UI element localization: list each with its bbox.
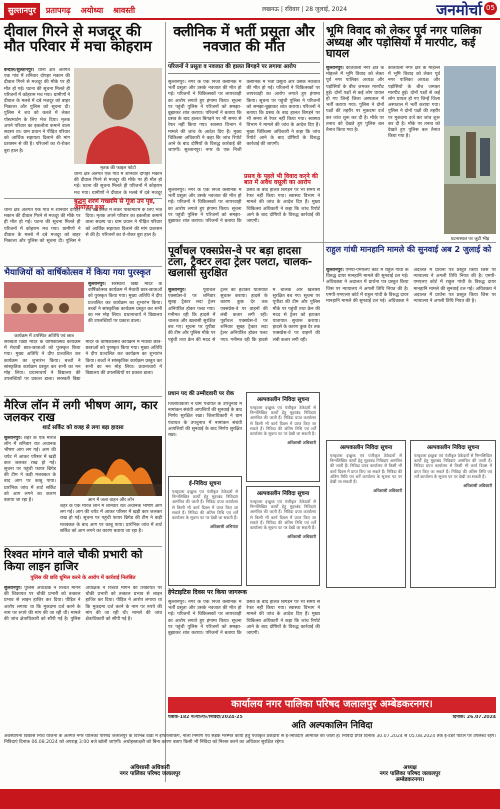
bharati-headline: भैयाजियों को वार्षिकोत्सव में किया गया पुरस्कृत xyxy=(4,268,151,278)
land-body-2: कोतवाली नगर क्षेत्र के मोहल्ले में भूमि विवाद को लेकर पूर्व नगर पालिका अध्यक्ष और पड़ोसियों के बीच जमकर मारपीट हुई। दोनों पक्षों से कई लोग घायल हो गए जिन्हें जिला अस्पताल में भर्ती कराया गया। पुलिस ने दोनों पक्षों की तहरीर पर मुकदमा दर्ज कर जांच शुरू कर दी है। मौके पर तनाव को देखते हुए पुलिस बल तैनात किया गया है। xyxy=(388,66,440,140)
fire-photo xyxy=(60,436,162,496)
tender-banner: कार्यालय नगर पालिका परिषद जलालपुर अम्बेडकरनगर। xyxy=(168,697,496,713)
pradhan-headline: प्रधान पद की उम्मीदवारी पर रोक xyxy=(168,391,234,397)
rahul-headline: राहुल गांधी मानहानि मामले की सुनवाई अब 2 जुलाई को xyxy=(326,245,492,254)
land-body: सुल्तानपुर। कोतवाली नगर क्षेत्र के मोहल्ले में भूमि विवाद को लेकर पूर्व नगर पालिका अध्यक्ष और पड़ोसियों के बीच जमकर मारपीट हुई। दोनों पक्षों से कई लोग घायल हो गए जिन्हें जिला अस्पताल में भर्ती कराया गया। पुलिस ने दोनों पक्षों की तहरीर पर मुकदमा दर्ज कर जांच शुरू कर दी है। मौके पर तनाव को देखते हुए पुलिस बल तैनात किया गया है। xyxy=(326,66,384,134)
marriage-body-2: शहर के एक मैरिज लॉन में शनिवार रात अचानक भीषण आग लग गई। आग की चपेट में आकर परिसर में खड़ी कार जलकर राख हो गई। सूचना पर पहुंची फायर ब्रिगेड की टीम ने कड़ी मशक्कत के बाद आग पर काबू पाया। प्रारंभिक जांच में शार्ट सर्किट को आग लगने का कारण बताया जा रहा है। xyxy=(60,504,162,534)
masthead xyxy=(0,0,500,20)
hepatitis-headline: हेपेटाइटिस दिवस पर किया जागरूक xyxy=(168,589,247,596)
land-photo-caption: घटनास्थल पर जुटी भीड़ xyxy=(450,237,490,242)
wall-photo-caption: मृतक की फाइल फोटो xyxy=(100,166,136,171)
tender-notice-2: ई-निविदा सूचना एतद्द्वारा इच्छुक एवं पंजीकृत ठेकेदारों से निम्नलिखित कार्यों हेतु मुहरबंद निविदाएं आमंत्रित की जाती हैं। निविदा प्रपत्र कार्यालय से किसी भी कार्य दिवस में प्राप्त किए जा सकते हैं। निविदा की अंतिम तिथि एवं शर्तें कार्यालय के सूचना पट पर देखी जा सकती हैं। अधिशासी अभियंता xyxy=(168,476,242,586)
tender-sign-left: अधिशासी अधिकारी नगर पालिका परिषद जलालपुर xyxy=(119,765,181,777)
bribe-strap: पुलिस की छवि धूमिल करने के आरोप में कार्रवाई निलंबित xyxy=(30,575,136,581)
clinic-body: सुल्तानपुर। नगर के एक निजी क्लीनिक में भर्ती प्रसूता और उसके नवजात की मौत हो गई। परिजनों ने चिकित्सकों पर लापरवाही का आरोप लगाते हुए हंगामा किया। सूचना पर पहुंची पुलिस ने परिजनों को समझा-बुझाकर शांत कराया। परिजनों ने बताया कि प्रसव के बाद हालत बिगड़ने पर भी समय से रेफर नहीं किया गया। स्वास्थ्य विभाग ने मामले की जांच के आदेश दिए हैं। मुख्य चिकित्सा अधिकारी ने कहा कि जांच रिपोर्ट आने के बाद दोषियों के विरुद्ध कार्रवाई की जाएगी। सुल्तानपुर। नगर के एक निजी क्लीनिक में भर्ती प्रसूता और उसके नवजात की मौत हो गई। परिजनों ने चिकित्सकों पर लापरवाही का आरोप लगाते हुए हंगामा किया। सूचना पर पहुंची पुलिस ने परिजनों को समझा-बुझाकर शांत कराया। परिजनों ने बताया कि प्रसव के बाद हालत बिगड़ने पर भी समय से रेफर नहीं किया गया। स्वास्थ्य विभाग ने मामले की जांच के आदेश दिए हैं। मुख्य चिकित्सा अधिकारी ने कहा कि जांच रिपोर्ट आने के बाद दोषियों के विरुद्ध कार्रवाई की जाएगी। xyxy=(168,80,320,154)
express-body: सुल्तानपुर। पूर्वांचल एक्सप्रेस-वे पर शनिवार सुबह ट्रैक्टर लदा ट्रेलर अनियंत्रित होकर पलट गया। गनीमत रही कि हादसे में चालक और खलासी सुरक्षित बच गए। सूचना पर यूपीडा की टीम और पुलिस मौके पर पहुंची तथा क्रेन की मदद से ट्रेलर को हटाकर यातायात सुचारू कराया। हादसे के कारण कुछ देर तक एक्सप्रेस-वे पर वाहनों की लंबी कतार लगी रही। पूर्वांचल एक्सप्रेस-वे पर शनिवार सुबह ट्रैक्टर लदा ट्रेलर अनियंत्रित होकर पलट गया। गनीमत रही कि हादसे में चालक और खलासी सुरक्षित बच गए। सूचना पर यूपीडा की टीम और पुलिस मौके पर पहुंची तथा क्रेन की मदद से ट्रेलर को हटाकर यातायात सुचारू कराया। हादसे के कारण कुछ देर तक एक्सप्रेस-वे पर वाहनों की लंबी कतार लगी रही। xyxy=(168,288,320,343)
wall-dateline: बन्दौल/सुल्तानपुर। xyxy=(4,68,35,73)
clinic-subheadline: प्रसव के पहले भी विवाद करने की बात में अवैध वसूली का आरोप xyxy=(244,173,318,187)
tab-shravasti[interactable]: श्रावस्ती xyxy=(113,6,136,15)
wall-victim-photo xyxy=(74,68,162,164)
tender-notice-3: अल्पकालीन निविदा सूचना एतद्द्वारा इच्छुक एवं पंजीकृत ठेकेदारों से निम्नलिखित कार्यों हेतु मुहरबंद निविदाएं आमंत्रित की जाती हैं। निविदा प्रपत्र कार्यालय से किसी भी कार्य दिवस में प्राप्त किए जा सकते हैं। निविदा की अंतिम तिथि एवं शर्तें कार्यालय के सूचना पट पर देखी जा सकती हैं। अधिशासी अधिकारी xyxy=(246,486,320,586)
bharati-body-2: सरस्वती विद्या मंदिर के वार्षिकोत्सव कार्यक्रम में मेधावी छात्र-छात्राओं को पुरस्कृत किया गया। मुख्य अतिथि ने दीप प्रज्वलित कर कार्यक्रम का शुभारंभ किया। बच्चों ने सांस्कृतिक कार्यक्रम प्रस्तुत कर सभी का मन मोह लिया। प्रधानाचार्य ने विद्यालय की उपलब्धियों पर प्रकाश डाला। सरस्वती विद्या मंदिर के वार्षिकोत्सव कार्यक्रम में मेधावी छात्र-छात्राओं को पुरस्कृत किया गया। मुख्य अतिथि ने दीप प्रज्वलित कर कार्यक्रम का शुभारंभ किया। बच्चों ने सांस्कृतिक कार्यक्रम प्रस्तुत कर सभी का मन मोह लिया। प्रधानाचार्य ने विद्यालय की उपलब्धियों पर प्रकाश डाला। xyxy=(4,340,162,383)
bharati-body: सुल्तानपुर। सरस्वती विद्या मंदिर के वार्षिकोत्सव कार्यक्रम में मेधावी छात्र-छात्राओं को पुरस्कृत किया गया। मुख्य अतिथि ने दीप प्रज्वलित कर कार्यक्रम का शुभारंभ किया। बच्चों ने सांस्कृतिक कार्यक्रम प्रस्तुत कर सभी का मन मोह लिया। प्रधानाचार्य ने विद्यालय की उपलब्धियों पर प्रकाश डाला। xyxy=(88,282,162,325)
wall-body-cont: थाना क्षेत्र अंतर्गत एक गांव में शनिवार दोपहर मकान की दीवाल गिरने से मजदूर की मौके पर ही मौत हो गई। घटना की सूचना मिलते ही परिजनों में कोहराम मच गया। ग्रामीणों ने दीवाल के मलबे में दबे मजदूर xyxy=(74,172,162,196)
footer-bar xyxy=(0,789,500,809)
tender-notice-5: अल्पकालीन निविदा सूचना एतद्द्वारा इच्छुक एवं पंजीकृत ठेकेदारों से निम्नलिखित कार्यों हेतु मुहरबंद निविदाएं आमंत्रित की जाती हैं। निविदा प्रपत्र कार्यालय से किसी भी कार्य दिवस में प्राप्त किए जा सकते हैं। निविदा की अंतिम तिथि एवं शर्तें कार्यालय के सूचना पट पर देखी जा सकती हैं। अधिशासी अधिकारी xyxy=(410,440,496,588)
rahul-body: सुल्तानपुर। एमपी-एमएलए कोर्ट में राहुल गांधी के विरुद्ध दायर मानहानि मामले की सुनवाई टल गई। अधिवक्ता ने अदालत में प्रार्थना पत्र प्रस्तुत किया जिस पर न्यायालय ने अगली तिथि नियत की है। एमपी-एमएलए कोर्ट में राहुल गांधी के विरुद्ध दायर मानहानि मामले की सुनवाई टल गई। अधिवक्ता ने अदालत में प्रार्थना पत्र प्रस्तुत किया जिस पर न्यायालय ने अगली तिथि नियत की है। एमपी-एमएलए कोर्ट में राहुल गांधी के विरुद्ध दायर मानहानि मामले की सुनवाई टल गई। अधिवक्ता ने अदालत में प्रार्थना पत्र प्रस्तुत किया जिस पर न्यायालय ने अगली तिथि नियत की है। xyxy=(326,268,496,305)
page-number: 05 xyxy=(484,2,497,15)
wall-subheadline: बुद्धम् शरणं गच्छामि से गूंजा उप पृष्ठ, आयोजन हुआ xyxy=(74,198,156,212)
tender-notice-4: अल्पकालीन निविदा सूचना एतद्द्वारा इच्छुक एवं पंजीकृत ठेकेदारों से निम्नलिखित कार्यों हेतु मुहरबंद निविदाएं आमंत्रित की जाती हैं। निविदा प्रपत्र कार्यालय से किसी भी कार्य दिवस में प्राप्त किए जा सकते हैं। निविदा की अंतिम तिथि एवं शर्तें कार्यालय के सूचना पट पर देखी जा सकती हैं। अधिशासी अधिकारी xyxy=(326,440,406,588)
wall-body-text: थाना क्षेत्र अंतर्गत एक गांव में शनिवार दोपहर मकान की दीवाल गिरने से मजदूर की मौके पर ही मौत हो गई। घटना की सूचना मिलते ही परिजनों में कोहराम मच गया। ग्रामीणों ने दीवाल के मलबे में दबे मजदूर को बाहर निकाला और पुलिस को सूचना दी। पुलिस ने शव को कब्जे में लेकर पोस्टमार्टम के लिए भेज दिया। मृतक अपने परिवार का इकलौता कमाने वाला सदस्य था। ग्राम प्रधान ने पीड़ित परिवार को आर्थिक सहायता दिलाने की मांग प्रशासन से की है। परिजनों का रो-रोकर बुरा हाल है। xyxy=(4,68,70,154)
wall-headline: दीवाल गिरने से मजदूर की मौत परिवार में मचा कोहराम xyxy=(4,24,152,56)
marriage-body: सुल्तानपुर। शहर के एक मैरिज लॉन में शनिवार रात अचानक भीषण आग लग गई। आग की चपेट में आकर परिसर में खड़ी कार जलकर राख हो गई। सूचना पर पहुंची फायर ब्रिगेड की टीम ने कड़ी मशक्कत के बाद आग पर काबू पाया। प्रारंभिक जांच में शार्ट सर्किट को आग लगने का कारण बताया जा रहा है। xyxy=(4,436,56,504)
pradhan-body: जिलाधिकारी ने ग्राम पंचायत के उपचुनाव में नामांकन संबंधी आपत्तियों की सुनवाई के बाद निर्णय सुरक्षित रखा। जिलाधिकारी ने ग्राम पंचायत के उपचुनाव में नामांकन संबंधी आपत्तियों की सुनवाई के बाद निर्णय सुरक्षित रखा। xyxy=(168,402,242,439)
hepatitis-body: सुल्तानपुर। नगर के एक निजी क्लीनिक में भर्ती प्रसूता और उसके नवजात की मौत हो गई। परिजनों ने चिकित्सकों पर लापरवाही का आरोप लगाते हुए हंगामा किया। सूचना पर पहुंची पुलिस ने परिजनों को समझा-बुझाकर शांत कराया। परिजनों ने बताया कि प्रसव के बाद हालत बिगड़ने पर भी समय से रेफर नहीं किया गया। स्वास्थ्य विभाग ने मामले की जांच के आदेश दिए हैं। मुख्य चिकित्सा अधिकारी ने कहा कि जांच रिपोर्ट आने के बाद दोषियों के विरुद्ध कार्रवाई की जाएगी। xyxy=(168,600,320,637)
marriage-headline: मैरिज लॉन में लगी भीषण आग, कार जलकर राख xyxy=(4,398,158,425)
edition-tabs xyxy=(4,3,139,18)
tender-notice-1: अल्पकालीन निविदा सूचना एतद्द्वारा इच्छुक एवं पंजीकृत ठेकेदारों से निम्नलिखित कार्यों हेतु मुहरबंद निविदाएं आमंत्रित की जाती हैं। निविदा प्रपत्र कार्यालय से किसी भी कार्य दिवस में प्राप्त किए जा सकते हैं। निविदा की अंतिम तिथि एवं शर्तें कार्यालय के सूचना पट पर देखी जा सकती हैं। अधिशासी अधिकारी xyxy=(246,392,320,482)
tab-ayodhya[interactable]: अयोध्या xyxy=(80,6,104,15)
express-headline: पूर्वांचल एक्सप्रेस-वे पर बड़ा हादसा टला, ट्रैक्टर लदा ट्रेलर पलटा, चालक-खलासी सुरक्षित xyxy=(168,245,313,280)
tender-title: अति अल्पकालिन निविदा xyxy=(291,721,373,731)
tender-ref-number: पत्रांक-182 न०पा०प०/निविदा/2024-25 xyxy=(168,715,243,720)
wall-lower-body: थाना क्षेत्र अंतर्गत एक गांव में शनिवार दोपहर मकान की दीवाल गिरने से मजदूर की मौके पर ही मौत हो गई। घटना की सूचना मिलते ही परिजनों में कोहराम मच गया। ग्रामीणों ने दीवाल के मलबे में दबे मजदूर को बाहर निकाला और पुलिस को सूचना दी। पुलिस ने शव को कब्जे में लेकर पोस्टमार्टम के लिए भेज दिया। मृतक अपने परिवार का इकलौता कमाने वाला सदस्य था। ग्राम प्रधान ने पीड़ित परिवार को आर्थिक सहायता दिलाने की मांग प्रशासन से की है। परिजनों का रो-रोकर बुरा हाल है। xyxy=(4,208,162,245)
clinic-headline: क्लीनिक में भर्ती प्रसूता और नवजात की मौत xyxy=(173,24,315,55)
fire-photo-caption: आग में जला वाहन और लॉन xyxy=(87,498,135,503)
tab-pratapgarh[interactable]: प्रतापगढ़ xyxy=(45,6,71,15)
bribe-body: सुल्तानपुर। पुलिस अधीक्षक ने रिश्वत मांगने की शिकायत पर चौकी प्रभारी को तत्काल प्रभाव से लाइन हाजिर कर दिया। पीड़ित ने आरोप लगाया था कि मुकदमा दर्ज करने के नाम पर रुपये की मांग की जा रही थी। मामले की जांच क्षेत्राधिकारी को सौंपी गई है। पुलिस अधीक्षक ने रिश्वत मांगने की शिकायत पर चौकी प्रभारी को तत्काल प्रभाव से लाइन हाजिर कर दिया। पीड़ित ने आरोप लगाया था कि मुकदमा दर्ज करने के नाम पर रुपये की मांग की जा रही थी। मामले की जांच क्षेत्राधिकारी को सौंपी गई है। xyxy=(4,586,162,623)
tender-ref-date: दिनांक: 26.07.2024 xyxy=(452,715,496,720)
clinic-body-2: सुल्तानपुर। नगर के एक निजी क्लीनिक में भर्ती प्रसूता और उसके नवजात की मौत हो गई। परिजनों ने चिकित्सकों पर लापरवाही का आरोप लगाते हुए हंगामा किया। सूचना पर पहुंची पुलिस ने परिजनों को समझा-बुझाकर शांत कराया। परिजनों ने बताया कि प्रसव के बाद हालत बिगड़ने पर भी समय से रेफर नहीं किया गया। स्वास्थ्य विभाग ने मामले की जांच के आदेश दिए हैं। मुख्य चिकित्सा अधिकारी ने कहा कि जांच रिपोर्ट आने के बाद दोषियों के विरुद्ध कार्रवाई की जाएगी। xyxy=(168,188,320,225)
dateline: लखनऊ | रविवार | 28 जुलाई, 2024 xyxy=(262,6,348,13)
bharati-photo-caption: कार्यक्रम में उपस्थित अतिथि एवं छात्र xyxy=(14,334,74,339)
bharati-event-photo xyxy=(4,282,84,332)
tab-sultanpur[interactable]: सुल्तानपुर xyxy=(4,3,40,18)
newspaper-logo: जनमोर्चा xyxy=(436,1,482,19)
wall-body xyxy=(4,68,70,196)
tender-sign-right: अध्यक्ष नगर पालिका परिषद जलालपुर अम्बेडकरनगर। xyxy=(379,765,441,783)
land-dispute-photo xyxy=(444,66,496,234)
clinic-strap: परिजनों ने प्रसूता व नवजात की हालत बिगड़ने पर लगाया आरोप xyxy=(168,62,320,74)
tender-body: अवस्थापना विकास निधि योजना के अंतर्गत नगर पालिका परिषद जलालपुर के विभिन्न वार्डों में इण्टरलॉकिंग, नाली निर्माण एवं सड़क मरम्मत कार्यों हेतु पंजीकृत ठेकेदारों से ई-निविदाएं आमंत्रित की जाती हैं। निविदा प्रपत्र दिनांक 30.07.2024 से 05.08.2024 तक ई-टेंडर पोर्टल पर उपलब्ध रहेंगे। निविदाएं दिनांक 06.08.2024 को अपराह्न 3:00 बजे खोली जाएंगी। अधोहस्ताक्षरी को बिना कारण बताए किसी भी निविदा को निरस्त करने का अधिकार सुरक्षित रहेगा। xyxy=(4,734,496,746)
bribe-headline: रिश्वत मांगने वाले चौकी प्रभारी को किया लाइन हाजिर xyxy=(4,548,143,573)
marriage-strap: शार्ट सर्किट को वजह से लगा बड़ा हादसा xyxy=(42,425,124,431)
land-headline: भूमि विवाद को लेकर पूर्व नगर पालिका अध्यक्ष और पड़ोसियों में मारपीट, कई घायल xyxy=(326,24,482,61)
